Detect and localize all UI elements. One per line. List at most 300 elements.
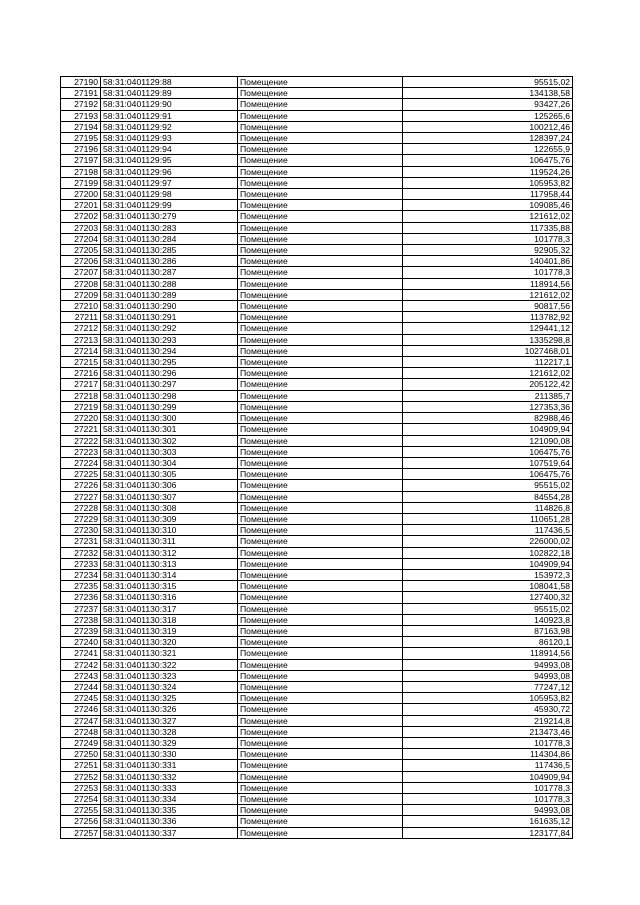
table-row [61, 648, 573, 659]
cadastral-value: 101778,3 [403, 782, 573, 793]
table-row [61, 625, 573, 636]
object-type: Помещение [238, 200, 403, 211]
row-number: 27208 [61, 278, 101, 289]
table-row [61, 827, 573, 838]
cadastral-value: 109085,46 [403, 200, 573, 211]
cadastral-value: 119524,26 [403, 166, 573, 177]
cadastral-value: 128397,24 [403, 133, 573, 144]
row-number: 27214 [61, 345, 101, 356]
cadastral-number: 58:31:0401130:321 [101, 648, 238, 659]
object-type: Помещение [238, 569, 403, 580]
object-type: Помещение [238, 726, 403, 737]
row-number: 27253 [61, 782, 101, 793]
object-type: Помещение [238, 581, 403, 592]
cadastral-number: 58:31:0401129:96 [101, 166, 238, 177]
cadastral-number: 58:31:0401130:289 [101, 289, 238, 300]
cadastral-value: 118914,56 [403, 648, 573, 659]
table-row [61, 480, 573, 491]
table-row [61, 771, 573, 782]
cadastral-value: 95515,02 [403, 480, 573, 491]
cadastral-number: 58:31:0401129:99 [101, 200, 238, 211]
cadastral-value: 123177,84 [403, 827, 573, 838]
row-number: 27233 [61, 558, 101, 569]
row-number: 27190 [61, 77, 101, 88]
table-row [61, 446, 573, 457]
cadastral-value: 107519,64 [403, 457, 573, 468]
row-number: 27248 [61, 726, 101, 737]
cadastral-number: 58:31:0401130:286 [101, 256, 238, 267]
row-number: 27191 [61, 88, 101, 99]
cadastral-value: 153972,3 [403, 569, 573, 580]
cadastral-number: 58:31:0401130:297 [101, 379, 238, 390]
table-row [61, 233, 573, 244]
table-row [61, 323, 573, 334]
table-row [61, 794, 573, 805]
cadastral-number: 58:31:0401129:94 [101, 144, 238, 155]
cadastral-value: 95515,02 [403, 77, 573, 88]
cadastral-number: 58:31:0401130:336 [101, 816, 238, 827]
row-number: 27254 [61, 794, 101, 805]
table-row [61, 614, 573, 625]
row-number: 27251 [61, 760, 101, 771]
object-type: Помещение [238, 390, 403, 401]
cadastral-value: 125265,6 [403, 110, 573, 121]
cadastral-value: 110651,28 [403, 513, 573, 524]
object-type: Помещение [238, 614, 403, 625]
cadastral-value: 226000,02 [403, 536, 573, 547]
object-type: Помещение [238, 457, 403, 468]
cadastral-value: 82988,46 [403, 413, 573, 424]
row-number: 27225 [61, 469, 101, 480]
object-type: Помещение [238, 693, 403, 704]
cadastral-value: 117436,5 [403, 760, 573, 771]
table-row [61, 536, 573, 547]
table-row [61, 715, 573, 726]
table-row [61, 301, 573, 312]
row-number: 27209 [61, 289, 101, 300]
row-number: 27255 [61, 805, 101, 816]
table-row [61, 121, 573, 132]
object-type: Помещение [238, 737, 403, 748]
object-type: Помещение [238, 166, 403, 177]
table-row [61, 547, 573, 558]
table-row [61, 155, 573, 166]
cadastral-number: 58:31:0401129:91 [101, 110, 238, 121]
row-number: 27237 [61, 603, 101, 614]
object-type: Помещение [238, 771, 403, 782]
table-row [61, 659, 573, 670]
cadastral-number: 58:31:0401130:312 [101, 547, 238, 558]
table-row [61, 413, 573, 424]
cadastral-value: 101778,3 [403, 794, 573, 805]
object-type: Помещение [238, 424, 403, 435]
row-number: 27228 [61, 502, 101, 513]
cadastral-number: 58:31:0401130:314 [101, 569, 238, 580]
object-type: Помещение [238, 256, 403, 267]
object-type: Помещение [238, 603, 403, 614]
cadastral-value: 106475,76 [403, 446, 573, 457]
cadastral-number: 58:31:0401130:279 [101, 211, 238, 222]
object-type: Помещение [238, 189, 403, 200]
table-row [61, 189, 573, 200]
table-row [61, 737, 573, 748]
object-type: Помещение [238, 749, 403, 760]
cadastral-value: 102822,18 [403, 547, 573, 558]
row-number: 27246 [61, 704, 101, 715]
table-row [61, 760, 573, 771]
cadastral-number: 58:31:0401130:299 [101, 401, 238, 412]
cadastral-value: 77247,12 [403, 681, 573, 692]
cadastral-number: 58:31:0401130:324 [101, 681, 238, 692]
object-type: Помещение [238, 491, 403, 502]
table-row [61, 670, 573, 681]
cadastral-value: 140401,86 [403, 256, 573, 267]
cadastral-value: 101778,3 [403, 267, 573, 278]
object-type: Помещение [238, 502, 403, 513]
object-type: Помещение [238, 133, 403, 144]
table-row [61, 211, 573, 222]
cadastral-number: 58:31:0401130:319 [101, 625, 238, 636]
row-number: 27198 [61, 166, 101, 177]
cadastral-value: 121612,02 [403, 368, 573, 379]
cadastral-value-table [60, 76, 573, 839]
cadastral-value: 84554,28 [403, 491, 573, 502]
cadastral-value: 161635,12 [403, 816, 573, 827]
cadastral-number: 58:31:0401130:298 [101, 390, 238, 401]
object-type: Помещение [238, 592, 403, 603]
object-type: Помещение [238, 536, 403, 547]
cadastral-value: 106475,76 [403, 469, 573, 480]
table-row [61, 569, 573, 580]
cadastral-number: 58:31:0401130:300 [101, 413, 238, 424]
table-row [61, 357, 573, 368]
row-number: 27244 [61, 681, 101, 692]
object-type: Помещение [238, 222, 403, 233]
row-number: 27200 [61, 189, 101, 200]
cadastral-number: 58:31:0401130:331 [101, 760, 238, 771]
table-row [61, 245, 573, 256]
cadastral-value: 118914,56 [403, 278, 573, 289]
cadastral-number: 58:31:0401130:330 [101, 749, 238, 760]
row-number: 27234 [61, 569, 101, 580]
table-row [61, 805, 573, 816]
object-type: Помещение [238, 413, 403, 424]
table-row [61, 289, 573, 300]
row-number: 27227 [61, 491, 101, 502]
object-type: Помещение [238, 805, 403, 816]
row-number: 27223 [61, 446, 101, 457]
cadastral-number: 58:31:0401130:323 [101, 670, 238, 681]
cadastral-number: 58:31:0401130:311 [101, 536, 238, 547]
table-row [61, 312, 573, 323]
cadastral-number: 58:31:0401130:284 [101, 233, 238, 244]
cadastral-value: 101778,3 [403, 737, 573, 748]
object-type: Помещение [238, 648, 403, 659]
cadastral-number: 58:31:0401130:308 [101, 502, 238, 513]
row-number: 27212 [61, 323, 101, 334]
table-row [61, 693, 573, 704]
cadastral-number: 58:31:0401129:98 [101, 189, 238, 200]
cadastral-number: 58:31:0401130:333 [101, 782, 238, 793]
row-number: 27197 [61, 155, 101, 166]
cadastral-value: 121612,02 [403, 211, 573, 222]
row-number: 27235 [61, 581, 101, 592]
row-number: 27219 [61, 401, 101, 412]
table-row [61, 390, 573, 401]
table-row [61, 525, 573, 536]
row-number: 27205 [61, 245, 101, 256]
object-type: Помещение [238, 480, 403, 491]
object-type: Помещение [238, 278, 403, 289]
table-row [61, 592, 573, 603]
row-number: 27204 [61, 233, 101, 244]
cadastral-number: 58:31:0401130:305 [101, 469, 238, 480]
object-type: Помещение [238, 77, 403, 88]
cadastral-value: 213473,46 [403, 726, 573, 737]
cadastral-number: 58:31:0401130:303 [101, 446, 238, 457]
cadastral-number: 58:31:0401130:287 [101, 267, 238, 278]
object-type: Помещение [238, 233, 403, 244]
table-row [61, 166, 573, 177]
table-row [61, 457, 573, 468]
object-type: Помещение [238, 379, 403, 390]
cadastral-number: 58:31:0401130:332 [101, 771, 238, 782]
row-number: 27210 [61, 301, 101, 312]
cadastral-value: 94993,08 [403, 805, 573, 816]
cadastral-value: 134138,58 [403, 88, 573, 99]
cadastral-number: 58:31:0401130:316 [101, 592, 238, 603]
row-number: 27247 [61, 715, 101, 726]
row-number: 27236 [61, 592, 101, 603]
cadastral-value: 105953,82 [403, 177, 573, 188]
object-type: Помещение [238, 155, 403, 166]
cadastral-value: 117958,44 [403, 189, 573, 200]
table-row [61, 816, 573, 827]
object-type: Помещение [238, 435, 403, 446]
cadastral-value: 122655,9 [403, 144, 573, 155]
row-number: 27215 [61, 357, 101, 368]
row-number: 27245 [61, 693, 101, 704]
object-type: Помещение [238, 704, 403, 715]
cadastral-number: 58:31:0401130:325 [101, 693, 238, 704]
cadastral-number: 58:31:0401130:327 [101, 715, 238, 726]
row-number: 27220 [61, 413, 101, 424]
cadastral-value: 140923,8 [403, 614, 573, 625]
cadastral-number: 58:31:0401130:307 [101, 491, 238, 502]
table-row [61, 491, 573, 502]
object-type: Помещение [238, 144, 403, 155]
object-type: Помещение [238, 625, 403, 636]
object-type: Помещение [238, 637, 403, 648]
cadastral-value: 114304,86 [403, 749, 573, 760]
object-type: Помещение [238, 469, 403, 480]
cadastral-value: 94993,08 [403, 659, 573, 670]
table-row [61, 278, 573, 289]
table-row [61, 256, 573, 267]
row-number: 27196 [61, 144, 101, 155]
object-type: Помещение [238, 816, 403, 827]
cadastral-value: 86120,1 [403, 637, 573, 648]
cadastral-number: 58:31:0401130:313 [101, 558, 238, 569]
row-number: 27232 [61, 547, 101, 558]
row-number: 27222 [61, 435, 101, 446]
object-type: Помещение [238, 794, 403, 805]
row-number: 27213 [61, 334, 101, 345]
table-row [61, 558, 573, 569]
table-row [61, 581, 573, 592]
table-row [61, 77, 573, 88]
cadastral-number: 58:31:0401130:301 [101, 424, 238, 435]
table-row [61, 345, 573, 356]
cadastral-value: 1335298,8 [403, 334, 573, 345]
cadastral-number: 58:31:0401130:285 [101, 245, 238, 256]
cadastral-value: 211385,7 [403, 390, 573, 401]
row-number: 27249 [61, 737, 101, 748]
object-type: Помещение [238, 99, 403, 110]
cadastral-value: 95515,02 [403, 603, 573, 614]
object-type: Помещение [238, 513, 403, 524]
row-number: 27211 [61, 312, 101, 323]
object-type: Помещение [238, 289, 403, 300]
row-number: 27224 [61, 457, 101, 468]
table-row [61, 513, 573, 524]
cadastral-number: 58:31:0401130:318 [101, 614, 238, 625]
cadastral-number: 58:31:0401130:296 [101, 368, 238, 379]
cadastral-value: 112217,1 [403, 357, 573, 368]
cadastral-number: 58:31:0401130:292 [101, 323, 238, 334]
table-row [61, 704, 573, 715]
row-number: 27242 [61, 659, 101, 670]
row-number: 27252 [61, 771, 101, 782]
row-number: 27231 [61, 536, 101, 547]
cadastral-number: 58:31:0401129:88 [101, 77, 238, 88]
cadastral-value: 92905,32 [403, 245, 573, 256]
object-type: Помещение [238, 558, 403, 569]
object-type: Помещение [238, 715, 403, 726]
object-type: Помещение [238, 312, 403, 323]
object-type: Помещение [238, 659, 403, 670]
cadastral-number: 58:31:0401129:95 [101, 155, 238, 166]
table-row [61, 267, 573, 278]
row-number: 27199 [61, 177, 101, 188]
row-number: 27239 [61, 625, 101, 636]
cadastral-number: 58:31:0401130:317 [101, 603, 238, 614]
table-row [61, 401, 573, 412]
row-number: 27193 [61, 110, 101, 121]
table-row [61, 435, 573, 446]
object-type: Помещение [238, 211, 403, 222]
cadastral-value: 127400,32 [403, 592, 573, 603]
row-number: 27202 [61, 211, 101, 222]
object-type: Помещение [238, 267, 403, 278]
cadastral-number: 58:31:0401130:288 [101, 278, 238, 289]
object-type: Помещение [238, 177, 403, 188]
row-number: 27203 [61, 222, 101, 233]
cadastral-number: 58:31:0401129:89 [101, 88, 238, 99]
table-row [61, 424, 573, 435]
cadastral-value: 104909,94 [403, 771, 573, 782]
cadastral-value: 219214,8 [403, 715, 573, 726]
object-type: Помещение [238, 121, 403, 132]
table-row [61, 99, 573, 110]
table-row [61, 110, 573, 121]
row-number: 27238 [61, 614, 101, 625]
object-type: Помещение [238, 345, 403, 356]
table-body [61, 77, 573, 839]
object-type: Помещение [238, 670, 403, 681]
table-row [61, 782, 573, 793]
cadastral-number: 58:31:0401129:93 [101, 133, 238, 144]
object-type: Помещение [238, 681, 403, 692]
table-row [61, 222, 573, 233]
object-type: Помещение [238, 827, 403, 838]
row-number: 27195 [61, 133, 101, 144]
cadastral-value: 104909,94 [403, 558, 573, 569]
cadastral-value: 94993,08 [403, 670, 573, 681]
cadastral-value: 117436,5 [403, 525, 573, 536]
object-type: Помещение [238, 547, 403, 558]
row-number: 27226 [61, 480, 101, 491]
cadastral-value: 100212,46 [403, 121, 573, 132]
cadastral-value: 104909,94 [403, 424, 573, 435]
object-type: Помещение [238, 525, 403, 536]
cadastral-number: 58:31:0401130:290 [101, 301, 238, 312]
row-number: 27241 [61, 648, 101, 659]
table-row [61, 133, 573, 144]
cadastral-value: 129441,12 [403, 323, 573, 334]
table-row [61, 177, 573, 188]
row-number: 27243 [61, 670, 101, 681]
row-number: 27192 [61, 99, 101, 110]
row-number: 27216 [61, 368, 101, 379]
row-number: 27201 [61, 200, 101, 211]
row-number: 27240 [61, 637, 101, 648]
object-type: Помещение [238, 782, 403, 793]
object-type: Помещение [238, 245, 403, 256]
cadastral-value: 45930,72 [403, 704, 573, 715]
object-type: Помещение [238, 323, 403, 334]
cadastral-number: 58:31:0401129:92 [101, 121, 238, 132]
table-row [61, 469, 573, 480]
object-type: Помещение [238, 334, 403, 345]
row-number: 27256 [61, 816, 101, 827]
cadastral-number: 58:31:0401130:295 [101, 357, 238, 368]
row-number: 27250 [61, 749, 101, 760]
row-number: 27229 [61, 513, 101, 524]
object-type: Помещение [238, 110, 403, 121]
table-row [61, 88, 573, 99]
row-number: 27218 [61, 390, 101, 401]
cadastral-value: 121090,08 [403, 435, 573, 446]
object-type: Помещение [238, 446, 403, 457]
object-type: Помещение [238, 88, 403, 99]
cadastral-number: 58:31:0401130:315 [101, 581, 238, 592]
cadastral-value: 101778,3 [403, 233, 573, 244]
cadastral-value: 127353,36 [403, 401, 573, 412]
cadastral-value: 87163,98 [403, 625, 573, 636]
cadastral-number: 58:31:0401130:291 [101, 312, 238, 323]
cadastral-value: 205122,42 [403, 379, 573, 390]
table-row [61, 379, 573, 390]
cadastral-value: 105953,82 [403, 693, 573, 704]
row-number: 27194 [61, 121, 101, 132]
cadastral-value: 121612,02 [403, 289, 573, 300]
cadastral-number: 58:31:0401129:97 [101, 177, 238, 188]
table-row [61, 749, 573, 760]
cadastral-number: 58:31:0401130:322 [101, 659, 238, 670]
cadastral-value: 93427,26 [403, 99, 573, 110]
table-row [61, 144, 573, 155]
